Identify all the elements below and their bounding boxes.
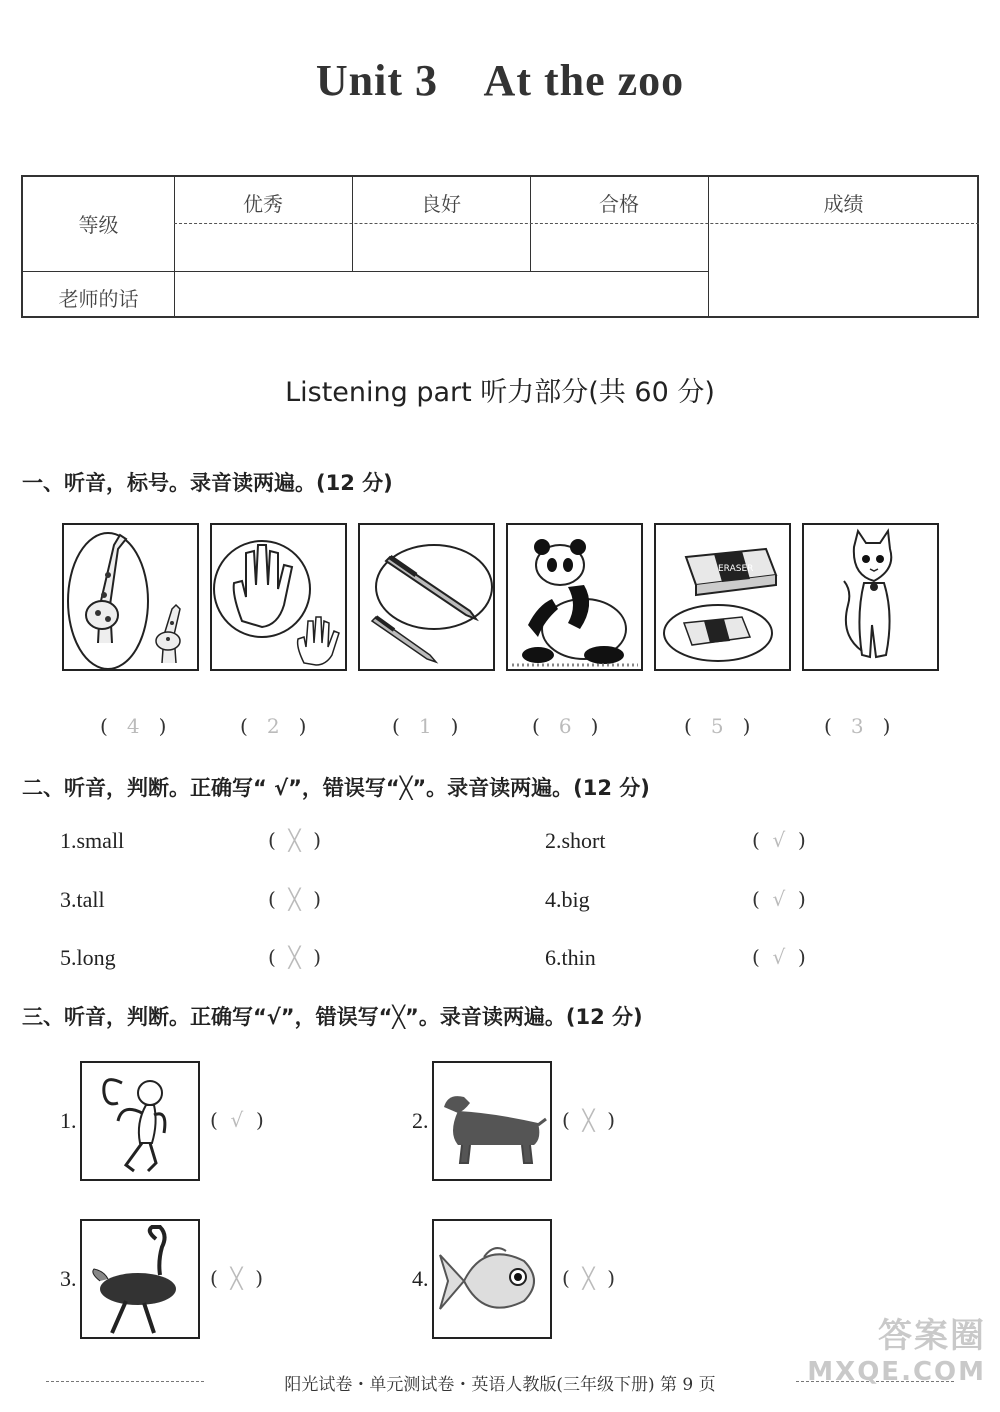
item-number: 2.	[412, 1108, 429, 1133]
answer-blank-1[interactable]: ( 4 )	[100, 714, 167, 738]
watermark	[807, 1318, 986, 1390]
svg-text:ERASER: ERASER	[718, 564, 754, 574]
item-number: 3.	[60, 1266, 77, 1291]
dog-icon	[434, 1063, 550, 1179]
picture-fish	[432, 1219, 552, 1339]
score-label: 成绩	[823, 192, 864, 216]
teacher-comment-label: 老师的话	[58, 287, 139, 311]
section3-heading: 三、听音，判断。正确写“√”，错误写“╳”。录音读两遍。(12 分)	[22, 1005, 643, 1029]
hand-icon	[212, 525, 345, 669]
cat-icon	[804, 525, 937, 669]
answer-blank-4[interactable]: ( 6 )	[532, 714, 599, 738]
watermark-line2: MXQE.COM	[807, 1357, 986, 1387]
listening-part-heading: Listening part 听力部分(共 60 分)	[285, 377, 715, 408]
word-item: 5.long	[60, 945, 116, 970]
page-footer: 阳光试卷・单元测试卷・英语人教版(三年级下册) 第 9 页	[284, 1375, 716, 1395]
answer-blank-3[interactable]: ( 1 )	[392, 714, 459, 738]
eraser-icon	[656, 525, 789, 669]
answer-blank-2[interactable]: ( 2 )	[240, 714, 307, 738]
grade-pass-label: 合格	[599, 192, 639, 216]
word-item: 2.short	[545, 828, 606, 853]
judge-blank[interactable]: ( √ )	[752, 887, 806, 911]
judge-blank[interactable]: ( √ )	[752, 945, 806, 969]
judge-blank[interactable]: ( ╳ )	[562, 1266, 616, 1290]
word-item: 3.tall	[60, 887, 105, 912]
monkey-icon	[82, 1063, 198, 1179]
picture-monkey	[80, 1061, 200, 1181]
grade-good-label: 良好	[421, 192, 461, 216]
judge-blank[interactable]: ( ╳ )	[210, 1266, 264, 1290]
judge-blank[interactable]: ( √ )	[210, 1108, 264, 1132]
answer-blank-6[interactable]: ( 3 )	[824, 714, 891, 738]
section2-heading: 二、听音，判断。正确写“ √”，错误写“╳”。录音读两遍。(12 分)	[22, 776, 650, 800]
picture-pen	[358, 523, 495, 671]
judge-blank[interactable]: ( ╳ )	[268, 887, 322, 911]
picture-dog	[432, 1061, 552, 1181]
judge-blank[interactable]: ( ╳ )	[268, 828, 322, 852]
item-number: 4.	[412, 1266, 429, 1291]
word-item: 4.big	[545, 887, 590, 912]
item-number: 1.	[60, 1108, 77, 1133]
panda-icon	[508, 525, 641, 669]
ostrich-icon	[82, 1221, 198, 1337]
section1-heading: 一、听音，标号。录音读两遍。(12 分)	[22, 471, 393, 495]
picture-cat	[802, 523, 939, 671]
picture-hand	[210, 523, 347, 671]
word-item: 1.small	[60, 828, 125, 853]
giraffe-icon	[64, 525, 197, 669]
judge-blank[interactable]: ( √ )	[752, 828, 806, 852]
watermark-line1: 答案圈	[878, 1316, 986, 1356]
grade-level-label: 等级	[78, 213, 119, 237]
grade-table	[21, 175, 979, 318]
picture-ostrich	[80, 1219, 200, 1339]
pen-icon	[360, 525, 493, 669]
picture-giraffe	[62, 523, 199, 671]
fish-icon	[434, 1221, 550, 1337]
grade-excellent-label: 优秀	[243, 192, 283, 216]
answer-blank-5[interactable]: ( 5 )	[684, 714, 751, 738]
judge-blank[interactable]: ( ╳ )	[268, 945, 322, 969]
picture-panda	[506, 523, 643, 671]
word-item: 6.thin	[545, 945, 596, 970]
judge-blank[interactable]: ( ╳ )	[562, 1108, 616, 1132]
picture-eraser	[654, 523, 791, 671]
page-title: Unit 3 At the zoo	[315, 56, 685, 105]
